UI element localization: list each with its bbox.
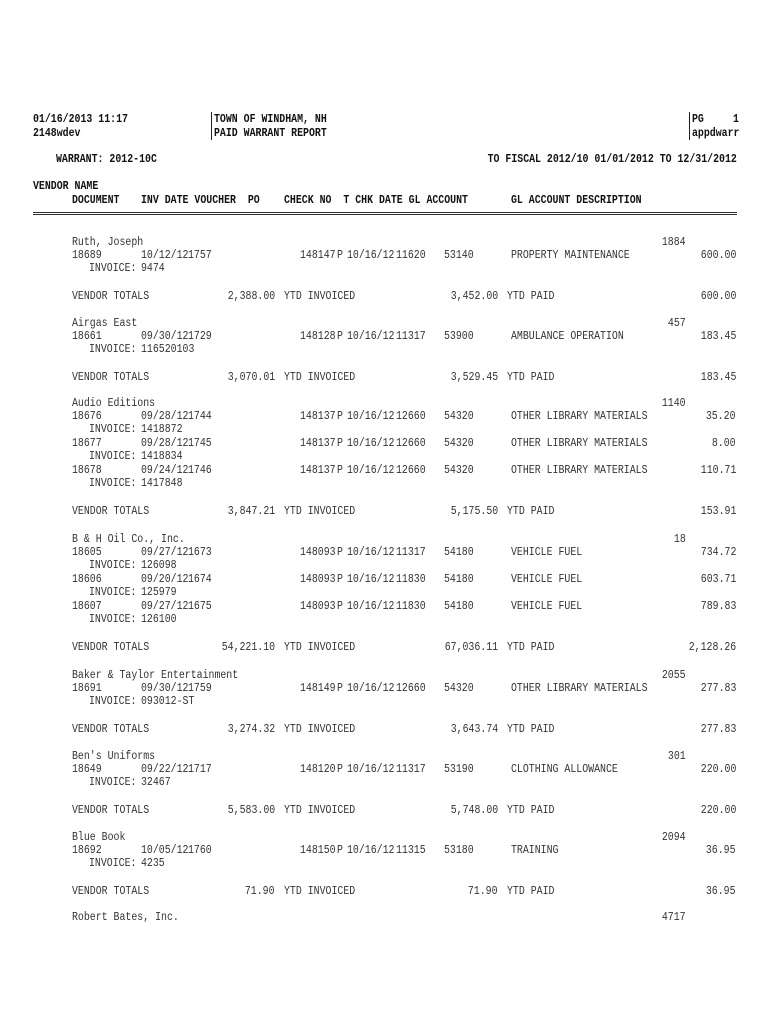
- line-amount: 36.95: [706, 844, 736, 857]
- line-document: 18689: [72, 249, 102, 262]
- invoice-number: 1418872: [141, 423, 183, 436]
- vendor-total-amount: 277.83: [700, 723, 736, 736]
- line-inv-date: 10/12/12: [141, 249, 189, 262]
- invoice-label: INVOICE:: [89, 857, 137, 870]
- line-voucher: 1746: [188, 464, 212, 477]
- invoice-label: INVOICE:: [89, 613, 137, 626]
- vendor-id: 2094: [662, 831, 686, 844]
- ytd-paid-label: YTD PAID: [507, 290, 555, 303]
- line-gl-account: 11317: [396, 546, 426, 559]
- line-check-type: P: [337, 546, 343, 559]
- vendor-id: 1140: [662, 397, 686, 410]
- line-gl-description: VEHICLE FUEL: [511, 600, 583, 613]
- vendor-totals-label: VENDOR TOTALS: [72, 641, 150, 654]
- line-check-type: P: [337, 600, 343, 613]
- line-gl-description: TRAINING: [511, 844, 559, 857]
- program-name: appdwarr: [692, 127, 740, 140]
- ytd-invoiced-amount: 5,583.00: [227, 804, 275, 817]
- vendor-name: Ruth, Joseph: [72, 236, 144, 249]
- fiscal-range: TO FISCAL 2012/10 01/01/2012 TO 12/31/2012: [487, 153, 737, 166]
- invoice-label: INVOICE:: [89, 695, 137, 708]
- line-gl-account: 12660: [396, 464, 426, 477]
- invoice-label: INVOICE:: [89, 586, 137, 599]
- ytd-invoiced-amount: 3,274.32: [227, 723, 275, 736]
- line-gl-account: 11317: [396, 763, 426, 776]
- line-check-date: 10/16/12: [347, 410, 395, 423]
- line-inv-date: 09/22/12: [141, 763, 189, 776]
- line-check-type: P: [337, 573, 343, 586]
- page-number: 1: [733, 113, 739, 126]
- line-check-date: 10/16/12: [347, 573, 395, 586]
- line-gl-account: 11315: [396, 844, 426, 857]
- line-check-date: 10/16/12: [347, 682, 395, 695]
- ytd-invoiced-label: YTD INVOICED: [284, 371, 356, 384]
- vendor-name: Ben's Uniforms: [72, 750, 156, 763]
- col-gl-description: GL ACCOUNT DESCRIPTION: [511, 194, 642, 207]
- line-check-date: 10/16/12: [347, 546, 395, 559]
- line-amount: 183.45: [700, 330, 736, 343]
- line-gl-description: OTHER LIBRARY MATERIALS: [511, 437, 648, 450]
- ytd-paid-amount: 71.90: [468, 885, 498, 898]
- vendor-id: 1884: [662, 236, 686, 249]
- line-document: 18606: [72, 573, 102, 586]
- vendor-totals-label: VENDOR TOTALS: [72, 505, 150, 518]
- line-inv-date: 09/30/12: [141, 330, 189, 343]
- invoice-number: 126100: [141, 613, 177, 626]
- vendor-id: 18: [674, 533, 686, 546]
- invoice-number: 4235: [141, 857, 165, 870]
- line-document: 18607: [72, 600, 102, 613]
- vendor-name: Blue Book: [72, 831, 126, 844]
- ytd-invoiced-amount: 2,388.00: [227, 290, 275, 303]
- ytd-paid-label: YTD PAID: [507, 505, 555, 518]
- line-document: 18649: [72, 763, 102, 776]
- line-gl-account: 11830: [396, 573, 426, 586]
- line-check-no: 148093: [300, 546, 336, 559]
- line-inv-date: 09/24/12: [141, 464, 189, 477]
- line-gl-account: 11620: [396, 249, 426, 262]
- ytd-paid-label: YTD PAID: [507, 641, 555, 654]
- page-label: PG: [692, 113, 704, 126]
- line-amount: 35.20: [706, 410, 736, 423]
- vendor-name: B & H Oil Co., Inc.: [72, 533, 185, 546]
- line-gl-object: 54320: [444, 682, 474, 695]
- vendor-totals-label: VENDOR TOTALS: [72, 371, 150, 384]
- line-check-no: 148120: [300, 763, 336, 776]
- line-amount: 220.00: [700, 763, 736, 776]
- line-check-date: 10/16/12: [347, 330, 395, 343]
- header-divider-right: [689, 112, 690, 140]
- header-rule: [33, 212, 737, 215]
- line-gl-object: 54180: [444, 573, 474, 586]
- line-document: 18677: [72, 437, 102, 450]
- line-check-date: 10/16/12: [347, 249, 395, 262]
- line-gl-description: CLOTHING ALLOWANCE: [511, 763, 618, 776]
- line-check-no: 148093: [300, 573, 336, 586]
- line-amount: 600.00: [700, 249, 736, 262]
- vendor-totals-label: VENDOR TOTALS: [72, 290, 150, 303]
- invoice-number: 9474: [141, 262, 165, 275]
- line-inv-date: 09/28/12: [141, 410, 189, 423]
- line-gl-description: VEHICLE FUEL: [511, 546, 583, 559]
- line-check-type: P: [337, 844, 343, 857]
- header-divider: [211, 112, 212, 140]
- vendor-name: Airgas East: [72, 317, 138, 330]
- line-voucher: 1675: [188, 600, 212, 613]
- ytd-paid-label: YTD PAID: [507, 371, 555, 384]
- line-gl-object: 54180: [444, 546, 474, 559]
- invoice-number: 126098: [141, 559, 177, 572]
- line-voucher: 1757: [188, 249, 212, 262]
- warrant-id: WARRANT: 2012-10C: [56, 153, 157, 166]
- line-check-type: P: [337, 763, 343, 776]
- line-check-type: P: [337, 437, 343, 450]
- line-gl-object: 54320: [444, 437, 474, 450]
- invoice-label: INVOICE:: [89, 262, 137, 275]
- line-check-type: P: [337, 682, 343, 695]
- line-check-date: 10/16/12: [347, 763, 395, 776]
- line-voucher: 1729: [188, 330, 212, 343]
- line-check-date: 10/16/12: [347, 844, 395, 857]
- line-gl-description: PROPERTY MAINTENANCE: [511, 249, 630, 262]
- ytd-paid-label: YTD PAID: [507, 723, 555, 736]
- ytd-paid-amount: 3,529.45: [450, 371, 498, 384]
- line-check-no: 148137: [300, 437, 336, 450]
- ytd-paid-label: YTD PAID: [507, 804, 555, 817]
- ytd-invoiced-label: YTD INVOICED: [284, 290, 356, 303]
- line-gl-object: 53140: [444, 249, 474, 262]
- line-gl-description: OTHER LIBRARY MATERIALS: [511, 464, 648, 477]
- ytd-invoiced-label: YTD INVOICED: [284, 885, 356, 898]
- line-check-no: 148137: [300, 410, 336, 423]
- line-check-no: 148149: [300, 682, 336, 695]
- line-voucher: 1744: [188, 410, 212, 423]
- line-inv-date: 09/28/12: [141, 437, 189, 450]
- line-amount: 277.83: [700, 682, 736, 695]
- line-document: 18678: [72, 464, 102, 477]
- line-document: 18692: [72, 844, 102, 857]
- line-inv-date: 09/27/12: [141, 546, 189, 559]
- line-inv-date: 09/30/12: [141, 682, 189, 695]
- line-check-no: 148093: [300, 600, 336, 613]
- vendor-total-amount: 36.95: [706, 885, 736, 898]
- ytd-paid-amount: 5,748.00: [450, 804, 498, 817]
- ytd-invoiced-label: YTD INVOICED: [284, 641, 356, 654]
- line-voucher: 1760: [188, 844, 212, 857]
- line-voucher: 1745: [188, 437, 212, 450]
- line-check-type: P: [337, 249, 343, 262]
- invoice-number: 32467: [141, 776, 171, 789]
- ytd-invoiced-amount: 71.90: [245, 885, 275, 898]
- line-gl-description: OTHER LIBRARY MATERIALS: [511, 682, 648, 695]
- invoice-label: INVOICE:: [89, 559, 137, 572]
- vendor-name: Audio Editions: [72, 397, 156, 410]
- line-check-no: 148137: [300, 464, 336, 477]
- report-datetime: 01/16/2013 11:17: [33, 113, 128, 126]
- line-document: 18676: [72, 410, 102, 423]
- col-inv-date-voucher-po: INV DATE VOUCHER PO: [141, 194, 260, 207]
- report-user: 2148wdev: [33, 127, 81, 140]
- invoice-number: 125979: [141, 586, 177, 599]
- invoice-number: 093012-ST: [141, 695, 195, 708]
- line-check-date: 10/16/12: [347, 464, 395, 477]
- vendor-total-amount: 2,128.26: [688, 641, 736, 654]
- line-document: 18661: [72, 330, 102, 343]
- vendor-name: Robert Bates, Inc.: [72, 911, 179, 924]
- line-voucher: 1673: [188, 546, 212, 559]
- ytd-paid-label: YTD PAID: [507, 885, 555, 898]
- line-document: 18691: [72, 682, 102, 695]
- line-gl-object: 54320: [444, 410, 474, 423]
- invoice-number: 1417848: [141, 477, 183, 490]
- invoice-label: INVOICE:: [89, 450, 137, 463]
- line-check-date: 10/16/12: [347, 600, 395, 613]
- line-voucher: 1759: [188, 682, 212, 695]
- vendor-id: 301: [668, 750, 686, 763]
- line-check-no: 148147: [300, 249, 336, 262]
- invoice-label: INVOICE:: [89, 343, 137, 356]
- line-check-type: P: [337, 330, 343, 343]
- line-amount: 110.71: [700, 464, 736, 477]
- invoice-label: INVOICE:: [89, 423, 137, 436]
- invoice-label: INVOICE:: [89, 477, 137, 490]
- line-gl-object: 54320: [444, 464, 474, 477]
- ytd-paid-amount: 3,452.00: [450, 290, 498, 303]
- line-inv-date: 09/20/12: [141, 573, 189, 586]
- invoice-number: 1418834: [141, 450, 183, 463]
- line-gl-account: 12660: [396, 682, 426, 695]
- ytd-invoiced-label: YTD INVOICED: [284, 804, 356, 817]
- ytd-invoiced-label: YTD INVOICED: [284, 723, 356, 736]
- ytd-invoiced-label: YTD INVOICED: [284, 505, 356, 518]
- col-document: DOCUMENT: [72, 194, 120, 207]
- line-check-type: P: [337, 464, 343, 477]
- line-gl-description: VEHICLE FUEL: [511, 573, 583, 586]
- vendor-id: 4717: [662, 911, 686, 924]
- line-check-date: 10/16/12: [347, 437, 395, 450]
- invoice-number: 116520103: [141, 343, 195, 356]
- vendor-totals-label: VENDOR TOTALS: [72, 885, 150, 898]
- line-check-no: 148150: [300, 844, 336, 857]
- line-amount: 734.72: [700, 546, 736, 559]
- line-gl-account: 12660: [396, 410, 426, 423]
- line-gl-description: OTHER LIBRARY MATERIALS: [511, 410, 648, 423]
- vendor-total-amount: 220.00: [700, 804, 736, 817]
- vendor-totals-label: VENDOR TOTALS: [72, 804, 150, 817]
- town-name: TOWN OF WINDHAM, NH: [214, 113, 327, 126]
- line-gl-object: 53190: [444, 763, 474, 776]
- ytd-paid-amount: 3,643.74: [450, 723, 498, 736]
- vendor-total-amount: 153.91: [700, 505, 736, 518]
- col-check-info: CHECK NO T CHK DATE GL ACCOUNT: [284, 194, 468, 207]
- line-amount: 789.83: [700, 600, 736, 613]
- line-voucher: 1674: [188, 573, 212, 586]
- ytd-invoiced-amount: 3,847.21: [227, 505, 275, 518]
- ytd-paid-amount: 67,036.11: [444, 641, 498, 654]
- vendor-id: 2055: [662, 669, 686, 682]
- line-gl-object: 54180: [444, 600, 474, 613]
- report-title: PAID WARRANT REPORT: [214, 127, 327, 140]
- ytd-invoiced-amount: 54,221.10: [221, 641, 275, 654]
- line-gl-account: 11830: [396, 600, 426, 613]
- line-amount: 603.71: [700, 573, 736, 586]
- vendor-total-amount: 183.45: [700, 371, 736, 384]
- invoice-label: INVOICE:: [89, 776, 137, 789]
- line-gl-description: AMBULANCE OPERATION: [511, 330, 624, 343]
- line-check-no: 148128: [300, 330, 336, 343]
- line-inv-date: 10/05/12: [141, 844, 189, 857]
- line-gl-account: 12660: [396, 437, 426, 450]
- vendor-id: 457: [668, 317, 686, 330]
- col-vendor-name: VENDOR NAME: [33, 180, 99, 193]
- line-document: 18605: [72, 546, 102, 559]
- line-inv-date: 09/27/12: [141, 600, 189, 613]
- line-gl-object: 53900: [444, 330, 474, 343]
- vendor-name: Baker & Taylor Entertainment: [72, 669, 239, 682]
- line-gl-account: 11317: [396, 330, 426, 343]
- line-gl-object: 53180: [444, 844, 474, 857]
- vendor-total-amount: 600.00: [700, 290, 736, 303]
- ytd-paid-amount: 5,175.50: [450, 505, 498, 518]
- line-check-type: P: [337, 410, 343, 423]
- vendor-totals-label: VENDOR TOTALS: [72, 723, 150, 736]
- line-amount: 8.00: [712, 437, 736, 450]
- ytd-invoiced-amount: 3,070.01: [227, 371, 275, 384]
- line-voucher: 1717: [188, 763, 212, 776]
